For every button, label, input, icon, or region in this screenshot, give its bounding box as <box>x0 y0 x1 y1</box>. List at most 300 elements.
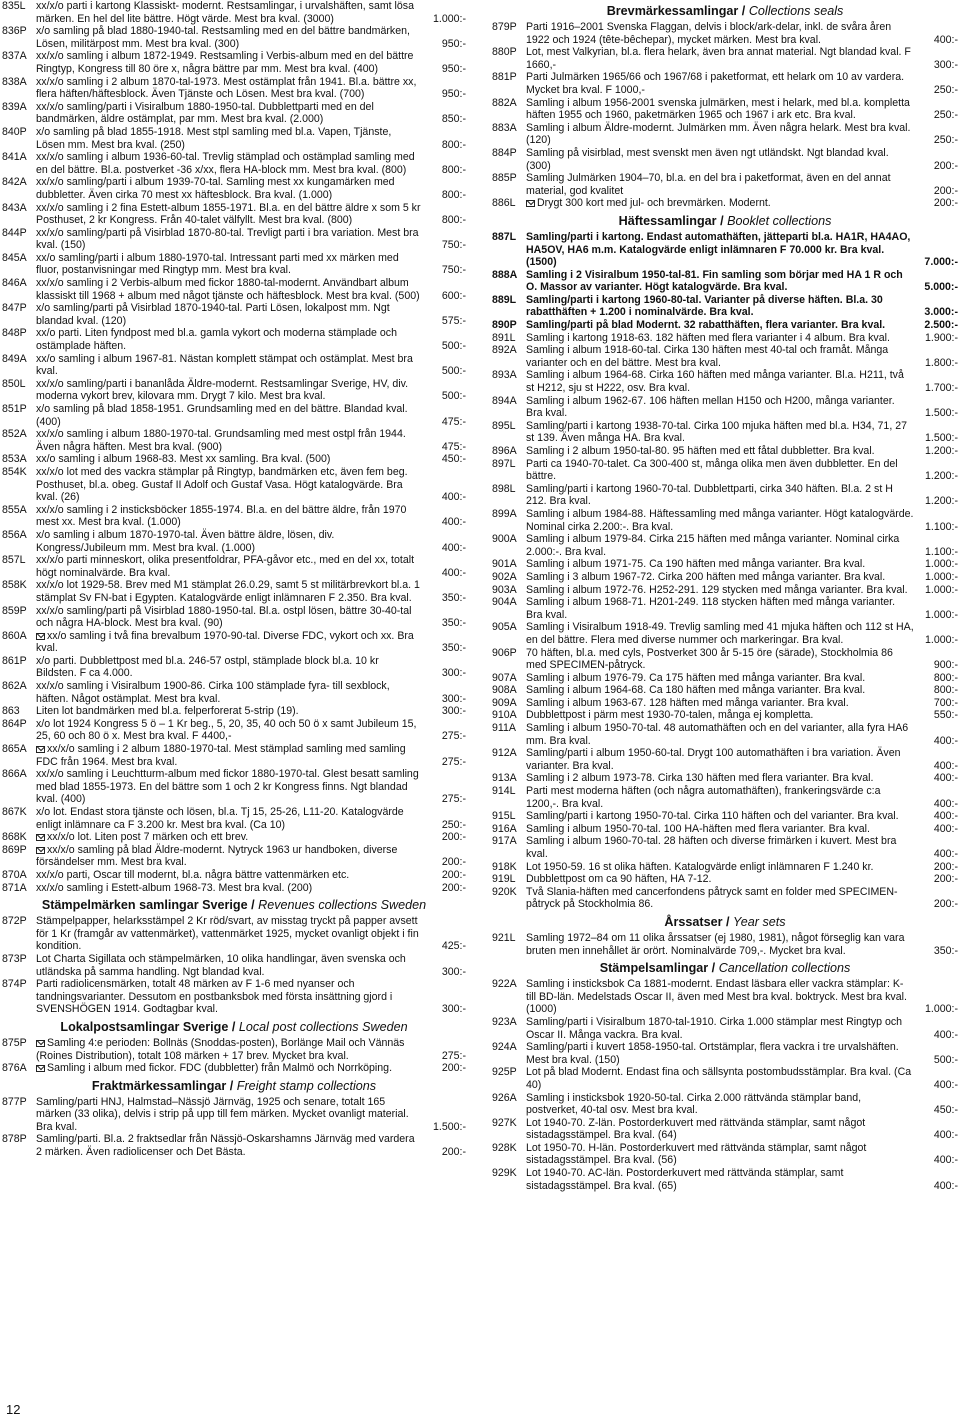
lot-price: 300:- <box>441 965 466 978</box>
lot-price: 250:- <box>933 109 958 122</box>
lot-number: 878P <box>2 1133 27 1146</box>
lot-row <box>492 932 958 957</box>
lot-description: xx/x/o samling i Leuchtturm-album med fickor 1880-1970-tal. Glest besatt samling med blad 1855-1973. En del bättre som 1 och 2 kr Kongress finns. Ngt blandad kval. (400) <box>36 768 419 806</box>
lot-number: 904A <box>492 596 517 609</box>
lot-number: 845A <box>2 251 27 264</box>
lot-number: 919L <box>492 873 516 886</box>
lot-description: Samling i album 1976-79. Ca 175 häften med många varianter. Bra kval. <box>526 671 866 684</box>
lot-number: 911A <box>492 722 516 735</box>
lot-description: Samling i 2 album 1973-78. Cirka 130 häften med flera varianter. Bra kval. <box>526 772 874 785</box>
lot-row <box>492 1167 958 1192</box>
lot-number: 918K <box>492 860 517 873</box>
lot-row <box>2 1133 466 1158</box>
lot-description: Lot Charta Sigillata och stämpelmärken, 10 olika handlingar, även svenska och utländska på samma handling. Ngt blandad kval. <box>36 952 406 978</box>
lot-price: 275:- <box>441 755 466 768</box>
lot-description: Samling i album 1984-88. Häftessamling med många varianter. Högt katalogvärde. Nominal cirka 2.200:-. Bra kval. <box>526 507 914 533</box>
lot-price: 800:- <box>441 188 466 201</box>
lot-number: 852A <box>2 428 27 441</box>
lot-description: Samling/parti. Bl.a. 2 fraktsedlar från Nässjö-Oskarshamns Järnväg med vardera 2 märken. Även radiolicenser och Det Bästa. <box>36 1133 415 1159</box>
lot-number: 893A <box>492 369 517 382</box>
lot-description: Samling i album 1962-67. 106 häften mellan H150 och H200, många varianter. Bra kval. <box>526 394 895 420</box>
lot-number: 865A <box>2 743 27 756</box>
lot-description: Samling i 3 album 1967-72. Cirka 200 häften med många varianter. Bra kval. <box>526 570 886 583</box>
lot-description: xx/x/o samling i album 1872-1949. Restsamling i Verbis-album med en del bättre Ringtyp, Kongress till 80 öre x, några bättre par mm. Mest bra kval. (400) <box>36 50 414 75</box>
lot-number: 883A <box>492 121 517 134</box>
lot-description: xx/x/o parti, Oscar till modernt, bl.a. några bättre vattenmärken etc. <box>36 868 350 881</box>
lot-price: 400:- <box>933 1129 958 1142</box>
envelope-icon <box>526 200 535 207</box>
lot-price: 600:- <box>441 289 466 302</box>
lot-number: 866A <box>2 768 27 781</box>
lot-number: 896A <box>492 445 517 457</box>
lot-number: 854K <box>2 465 27 478</box>
lot-description: xx/x/o samling i 2 Verbis-album med fickor 1880-tal-modernt. Användbart album klassiskt till 1968 + album med något tjänste och häftesblock. Mest bra kval. (500) <box>36 277 420 302</box>
lot-price: 400:- <box>933 772 958 785</box>
lot-row <box>2 978 466 1016</box>
lot-row <box>2 718 466 743</box>
lot-description: Samling/parti i Visiralbum 1870-tal-1910. Cirka 1.000 stämplar mest Ringtyp och Oscar II. Många vackra. Bra kval. <box>526 1015 903 1041</box>
lot-description: xx/o samling i två fina brevalbum 1970-90-tal. Diverse FDC, vykort och xx. Bra kval. <box>36 629 414 655</box>
lot-description: Samling i album 1960-70-tal. 28 häften och diverse frimärken i kuvert. Mest bra kval. <box>526 835 897 860</box>
lot-price: 1.000:- <box>925 570 958 583</box>
lot-description: xx/x/o samling i Visiralbum 1900-86. Cirka 100 stämplade fyra- till sexblock, häften. Något ostämplat. Mest bra kval. <box>36 680 390 705</box>
lot-row <box>2 403 466 428</box>
lot-row <box>2 504 466 529</box>
section-title-english: Freight stamp collections <box>236 1078 377 1093</box>
lot-row <box>492 172 958 197</box>
lot-row <box>492 835 958 860</box>
lot-description: Samling i 2 album 1950-tal-80. 95 häften med ett fåtal dubbletter. Bra kval. <box>526 445 875 457</box>
lot-number: 907A <box>492 671 517 684</box>
lot-number: 853A <box>2 453 27 466</box>
lot-row <box>492 571 958 584</box>
lot-row <box>2 743 466 768</box>
lot-row <box>2 176 466 201</box>
section-heading: Årssatser / Year sets <box>664 914 786 929</box>
lot-number: 856A <box>2 528 27 541</box>
lot-number: 885P <box>492 172 517 185</box>
lot-price: 400:- <box>933 1154 958 1167</box>
lot-description: Parti ca 1940-70-talet. Ca 300-400 st, många olika men även dubbletter. En del bättre. <box>526 457 898 483</box>
lot-number: 894A <box>492 394 517 407</box>
lot-row <box>2 126 466 151</box>
lot-price: 400:- <box>933 33 958 46</box>
lot-row <box>2 680 466 705</box>
lot-price: 1.200:- <box>925 445 958 457</box>
lot-row <box>2 605 466 630</box>
lot-row <box>492 395 958 420</box>
lot-number: 879P <box>492 21 517 33</box>
lot-description: x/o lot 1924 Kongress 5 ö – 1 Kr beg., 5, 20, 35, 40 och 50 ö x samt Jubileum 15, 25, 60 och 80 ö x. Mest bra kval. F 4400,- <box>36 717 417 743</box>
lot-description: xx/x/o samling/parti på Visirblad 1880-1950-tal. Bl.a. ostpl lösen, bättre 30-40-tal och några HA-block. Mest bra kval. (90) <box>36 604 412 630</box>
lot-number: 835L <box>2 0 26 12</box>
lot-price: 400:- <box>933 734 958 747</box>
lot-row <box>2 76 466 101</box>
lot-row <box>2 705 466 718</box>
lot-price: 500:- <box>933 1053 958 1066</box>
lot-row <box>492 1117 958 1142</box>
lot-number: 882A <box>492 96 517 109</box>
lot-number: 850L <box>2 377 26 390</box>
section-title-english: Booklet collections <box>727 213 832 228</box>
lot-row <box>492 709 958 722</box>
lot-price: 200:- <box>441 1146 466 1159</box>
lot-number: 902A <box>492 570 517 583</box>
lot-number: 922A <box>492 978 517 991</box>
lot-row <box>2 50 466 75</box>
lot-description: xx/o samling/parti i album 1880-1970-tal. Intressant parti med xx märken med fluor, postanvisningar med Ringtyp mm. Mest bra kval. <box>36 251 399 277</box>
lot-description: Samling i album 1956-2001 svenska julmärken, mest i helark, med bl.a. kompletta häften 1955 och 1960, paketmärken 1965 och 1967 i ark etc. Bra kval. <box>526 96 910 122</box>
lot-row <box>492 71 958 96</box>
envelope-icon <box>36 1065 45 1072</box>
lot-description: Liten lot bandmärken med bl.a. felperforerat 5-strip (19). <box>36 705 299 718</box>
lot-row <box>492 458 958 483</box>
section-heading: Lokalpostsamlingar Sverige / Local post collections Sweden <box>60 1019 408 1034</box>
lot-description: Samling i album 1964-68. Cirka 160 häften med många varianter. Bl.a. H211, två st H212, sju st H222, osv. Bra kval. <box>526 369 904 395</box>
lot-row <box>492 1016 958 1041</box>
lot-row <box>2 252 466 277</box>
lot-row <box>492 197 958 210</box>
lot-description: xx/x/o samling på blad Äldre-modernt. Nytryck 1963 ur handboken, diverse försändelser mm. Mest bra kval. <box>36 843 398 869</box>
lot-description: Samling i insticksbok 1920-50-tal. Cirka 2.000 rättvända stämplar band, postverket, 40-tal osv. Mest bra kval. <box>526 1091 862 1117</box>
lot-price: 275:- <box>441 793 466 806</box>
lot-price: 400:- <box>933 810 958 823</box>
lot-price: 575:- <box>441 314 466 327</box>
lot-number: 861P <box>2 654 27 667</box>
lot-price: 475:- <box>441 415 466 428</box>
lot-description: x/o samling på blad 1880-1940-tal. Restsamling med en del bättre bandmärken, Lösen, militärpost mm. Mest bra kval. (300) <box>36 25 410 50</box>
lot-number: 839A <box>2 100 27 113</box>
lot-description: xx/x/o samling/parti i album 1939-70-tal. Samling mest xx kungamärken med dubbletter. Även cirka 70 mest xx häftesblock. Bra kval. (1.000) <box>36 176 395 201</box>
lot-row <box>492 621 958 646</box>
lot-row <box>2 953 466 978</box>
envelope-icon <box>36 1040 45 1047</box>
lot-row <box>492 294 958 319</box>
lot-number: 903A <box>492 583 517 596</box>
lot-description: xx/x/o samling/parti i Visiralbum 1880-1950-tal. Dubblettparti med en del bandmärken, äldre ostämplat, par mm. Mest bra kval. (2.000) <box>36 100 374 126</box>
lot-number: 927K <box>492 1116 517 1129</box>
lot-price: 350:- <box>441 591 466 604</box>
left-column <box>2 0 466 1159</box>
lot-price: 1.100:- <box>925 520 958 533</box>
lot-row <box>492 97 958 122</box>
section-title: Stämpelsamlingar <box>599 961 709 976</box>
lot-description: xx/o parti. Liten fyndpost med bl.a. gamla vykort och moderna stämplade och ostämplade häften. <box>36 327 397 353</box>
lot-number: 858K <box>2 579 27 592</box>
lot-description: Samling/parti i kartong 1960-70-tal. Dubblettparti, cirka 340 häften. Bl.a. 2 st H 212. Bra kval. <box>526 482 893 508</box>
lot-price: 500:- <box>441 365 466 378</box>
lot-price: 700:- <box>933 696 958 709</box>
lot-row <box>492 369 958 394</box>
lot-price: 350:- <box>441 617 466 630</box>
lot-price: 1.500:- <box>925 432 958 445</box>
lot-price: 200:- <box>441 831 466 844</box>
lot-number: 897L <box>492 457 516 470</box>
lot-row <box>2 1096 466 1134</box>
lot-description: Lot 1940-70. Z-län. Postorderkuvert med rättvända stämplar, samt något sistadagsstämpel. Bra kval. (64) <box>526 1116 866 1142</box>
section-title: Häftessamlingar <box>618 213 717 228</box>
lot-price: 5.000:- <box>924 281 958 294</box>
lot-description: Lot 1950-70. H-län. Postorderkuvert med rättvända stämplar, samt något sistadagsstämpel. Bra kval. (56) <box>526 1141 867 1167</box>
lot-price: 200:- <box>933 860 958 873</box>
lot-price: 400:- <box>933 848 958 860</box>
lot-price: 200:- <box>933 159 958 172</box>
lot-price: 500:- <box>441 340 466 353</box>
lot-number: 862A <box>2 680 27 693</box>
lot-number: 920K <box>492 885 517 898</box>
lot-number: 873P <box>2 952 27 965</box>
lot-description: Samling/parti i kuvert 1858-1950-tal. Ortstämplar, flera vackra i tre urvalshäften. Mest bra kval. (150) <box>526 1041 899 1066</box>
lot-description: xx/x/o parti i kartong Klassiskt- modernt. Restsamlingar, i urvalshäften, samt lösa märken. En hel del lite bättre. Högt värde. Mest bra kval. (3000) <box>36 0 414 25</box>
lot-row <box>2 327 466 352</box>
section-heading: Stämpelsamlingar / Cancellation collections <box>599 961 851 976</box>
lot-description: Samling/parti HNJ, Halmstad–Nässjö Järnväg, 1925 och senare, totalt 165 märken (33 olika), delvis i strip på upp till fem märken. Mycket ovanligt material. Bra kval. <box>36 1095 409 1133</box>
lot-description: Samling i insticksbok Ca 1881-modernt. Endast läsbara eller vackra stämplar: K- till BD-län. Medelstads Oscar II, även med Mest bra kval. boktryck. Mest bra kval. (1000) <box>526 978 907 1016</box>
lot-number: 906P <box>492 646 517 659</box>
envelope-icon <box>36 746 45 753</box>
lot-number: 874P <box>2 978 27 991</box>
lot-number: 916A <box>492 822 517 835</box>
lot-description: x/o parti. Dubblettpost med bl.a. 246-57 ostpl, stämplade block bl.a. 10 kr Bildsten. F ca 4.000. <box>36 654 379 680</box>
lot-price: 200:- <box>441 868 466 881</box>
lot-number: 913A <box>492 772 517 785</box>
lot-number: 877P <box>2 1095 27 1108</box>
lot-price: 1.200:- <box>925 470 958 483</box>
lot-number: 923A <box>492 1015 517 1028</box>
lot-number: 868K <box>2 831 27 844</box>
lot-description: Samling i album 1968-71. H201-249. 118 stycken häften med många varianter. Bra kval. <box>526 596 896 621</box>
lot-price: 300:- <box>441 1003 466 1016</box>
lot-number: 886L <box>492 197 516 210</box>
lot-price: 950:- <box>441 37 466 50</box>
lot-description: xx/o samling i album 1967-81. Nästan komplett stämpat och ostämplat. Mest bra kval. <box>36 352 413 378</box>
lot-description: Samling i album 1979-84. Cirka 215 häften med många varianter. Nominal cirka 2.000:-. Bra kval. <box>526 533 900 558</box>
lot-description: Samling/parti i kartong 1938-70-tal. Cirka 100 mjuka häften med bl.a. H34, 71, 27 st 139. Även många HA. Bra kval. <box>526 419 907 445</box>
lot-description: Samling i album med fickor. FDC (dubbletter) från Malmö och Norrköping. <box>36 1062 422 1075</box>
lot-number: 924A <box>492 1041 517 1054</box>
lot-number: 889L <box>492 293 517 306</box>
lot-row <box>492 269 958 294</box>
lot-number: 888A <box>492 268 518 281</box>
lot-price: 400:- <box>933 822 958 835</box>
lot-price: 800:- <box>441 163 466 176</box>
lot-row <box>492 147 958 172</box>
lot-row <box>492 21 958 46</box>
lot-description: Samling 1972–84 om 11 olika årssatser (ej 1980, 1981), något förseglig kan vara bruten men innehållet är orört. Nominalvärde 709,-. Mycket bra kval. <box>526 931 905 957</box>
lot-description: xx/x/o samling i album 1936-60-tal. Trevlig stämplad och ostämplad samling med en del bättre. Bl.a. postverket -36 x/xx, flera HA-block mm. Mest bra kval. (800) <box>36 151 415 176</box>
lot-price: 200:- <box>933 898 958 911</box>
lot-price: 400:- <box>933 797 958 810</box>
lot-row <box>2 378 466 403</box>
lot-row <box>2 806 466 831</box>
lot-price: 400:- <box>933 759 958 772</box>
section-title: Årssatser <box>664 914 723 929</box>
lot-row <box>2 869 466 882</box>
lot-description: xx/x/o parti minneskort, olika presentfoldrar, PFA-gåvor etc., med en del xx, totalt högt nominalvärde. Bra kval. <box>36 554 415 579</box>
lot-row <box>492 772 958 785</box>
lot-row <box>492 332 958 345</box>
lot-description: x/o samling på blad 1858-1951. Grundsamling med en del bättre. Blandad kval. (400) <box>36 403 408 428</box>
lot-price: 500:- <box>441 390 466 403</box>
lot-row <box>492 231 958 269</box>
lot-number: 925P <box>492 1066 517 1079</box>
lot-row <box>492 1092 958 1117</box>
lot-number: 843A <box>2 201 27 214</box>
lot-row <box>2 101 466 126</box>
lot-row <box>492 1142 958 1167</box>
lot-price: 200:- <box>933 184 958 197</box>
lot-price: 300:- <box>441 692 466 705</box>
section-title-english: Revenues collections Sweden <box>258 898 427 913</box>
lot-row <box>2 277 466 302</box>
lot-number: 905A <box>492 621 517 634</box>
lot-price: 950:- <box>441 88 466 101</box>
lot-row <box>492 861 958 874</box>
lot-description: x/o samling/parti på Visirblad 1870-1940-tal. Parti Lösen, lokalpost mm. Ngt blandad kval. (120) <box>36 302 390 327</box>
lot-number: 838A <box>2 75 27 88</box>
lot-row <box>2 25 466 50</box>
lot-price: 1.700:- <box>925 382 958 395</box>
lot-description: Samling/parti i kartong 1960-80-tal. Varianter på diverse häften. Bl.a. 30 rabatthäften + 1.200 i nominalvärde. Bra kval. <box>526 293 883 319</box>
section-title-english: Collections seals <box>748 4 844 18</box>
lot-price: 1.000:- <box>925 583 958 596</box>
lot-number: 844P <box>2 226 27 239</box>
lot-row <box>2 915 466 953</box>
lot-price: 450:- <box>933 1104 958 1117</box>
lot-price: 1.200:- <box>925 495 958 508</box>
lot-description: Lot på blad Modernt. Endast fina och sällsynta postombudsstämplar. Bra kval. (Ca 40) <box>526 1066 912 1091</box>
lot-row <box>2 1037 466 1062</box>
lot-description: Samling/parti i kartong 1950-70-tal. Cirka 110 häften och del varianter. Bra kval. <box>526 810 899 823</box>
lot-price: 7.000:- <box>924 256 958 269</box>
lot-row <box>492 46 958 71</box>
lot-row <box>492 319 958 332</box>
lot-price: 1.000:- <box>925 608 958 621</box>
lot-description: xx/x/o samling i 2 insticksböcker 1855-1974. Bl.a. en del bättre äldre, från 1970 mest xx. Mest bra kval. (1.000) <box>36 503 407 529</box>
lot-description: Samling i album 1963-67. 128 häften med många varianter. Bra kval. <box>526 696 849 709</box>
lot-price: 800:- <box>441 214 466 227</box>
lot-row <box>492 1066 958 1091</box>
lot-price: 275:- <box>441 730 466 743</box>
lot-row <box>2 202 466 227</box>
section-title-english: Cancellation collections <box>718 961 851 976</box>
lot-price: 250:- <box>933 83 958 96</box>
lot-price: 400:- <box>441 566 466 579</box>
lot-description: Samling Julmärken 1904–70, bl.a. en del bra i paketformat, även en del annat material, god kvalitet <box>526 172 891 197</box>
lot-number: 895L <box>492 419 516 432</box>
lot-row <box>492 420 958 445</box>
lot-number: 859P <box>2 604 27 617</box>
lot-row <box>492 785 958 810</box>
lot-row <box>492 344 958 369</box>
lot-price: 250:- <box>933 134 958 147</box>
lot-row <box>492 596 958 621</box>
lot-description: Parti mest moderna häften (och några automathäften), frankeringsvärde c:a 1200,-. Bra kval. <box>526 785 881 810</box>
lot-description: xx/x/o samling i 2 fina Estett-album 1855-1971. Bl.a. en del bättre äldre x som 5 kr Posthuset, 2 kr Kongress. Från 40-talet välfyllt. Mest bra kval. (800) <box>36 201 421 227</box>
lot-row <box>2 302 466 327</box>
lot-price: 1.500:- <box>433 1120 466 1133</box>
lot-number: 892A <box>492 344 517 357</box>
lot-row <box>492 722 958 747</box>
lot-description: Samling i album 1918-60-tal. Cirka 130 häften mest 40-tal och framåt. Många varianter och en del bättre. Mest bra kval. <box>526 344 889 369</box>
section-heading: Stämpelmärken samlingar Sverige / Revenues collections Sweden <box>41 898 427 913</box>
lot-description: Samling i Visiralbum 1918-49. Trevlig samling med 41 mjuka häften och 112 st HA, en del bättre. Flera med diverse nummer och markeringar. Bra kval. <box>526 621 914 646</box>
lot-description: Drygt 300 kort med jul- och brevmärken. Modernt. <box>526 197 914 210</box>
lot-row <box>2 428 466 453</box>
lot-number: 836P <box>2 25 27 38</box>
lot-price: 1.800:- <box>925 356 958 369</box>
envelope-icon <box>36 633 45 640</box>
lot-row <box>492 823 958 836</box>
lot-price: 450:- <box>441 453 466 466</box>
lot-description: Lot 1950-59. 16 st olika häften. Katalogvärde enligt inlämnaren F 1.240 kr. <box>526 860 874 873</box>
lot-row <box>492 873 958 886</box>
lot-price: 750:- <box>441 264 466 277</box>
lot-number: 926A <box>492 1091 517 1104</box>
lot-number: 909A <box>492 696 517 709</box>
lot-row <box>2 630 466 655</box>
lot-row <box>492 558 958 571</box>
lot-number: 857L <box>2 554 26 567</box>
lot-description: Dubblettpost i pärm mest 1930-70-talen, många ej kompletta. <box>526 709 814 722</box>
section-heading: Häftessamlingar / Booklet collections <box>618 213 832 228</box>
lot-description: x/o samling i album 1870-1970-tal. Även bättre äldre, lösen, div. Kongress/Jubileum mm. Mest bra kval. (1.000) <box>36 528 335 554</box>
lot-price: 1.000:- <box>925 633 958 646</box>
lot-price: 800:- <box>933 671 958 684</box>
lot-price: 300:- <box>441 705 466 718</box>
lot-price: 750:- <box>441 239 466 252</box>
lot-price: 350:- <box>441 642 466 655</box>
lot-description: 70 häften, bl.a. med cyls, Postverket 300 år 5-15 öre (särade), Stockholmia 86 med SPECIMEN-påtryck. <box>526 646 893 672</box>
lot-row <box>2 579 466 604</box>
lot-price: 400:- <box>441 491 466 504</box>
lot-description: Samling/parti i kartong. Endast automathäften, jätteparti bl.a. HA1R, HA4AO, HA5OV, HA6 m.m. Katalogvärde enligt inlämnaren F 70.000 kr. Bra kval. (1500) <box>526 230 911 269</box>
lot-description: xx/x/o samling/parti i bananlåda Äldre-modernt. Restsamlingar Sverige, HV, div. moderna vykort brev, kilovara mm. Drygt 7 kilo. Mest bra kval. <box>36 377 409 403</box>
lot-description: Lot, mest Valkyrian, bl.a. flera helark, även bra annat material. Ngt blandad kval. F 1660,- <box>526 46 911 71</box>
lot-number: 891L <box>492 331 516 344</box>
lot-number: 910A <box>492 709 517 722</box>
lot-number: 848P <box>2 327 27 340</box>
lot-row <box>2 529 466 554</box>
lot-price: 400:- <box>933 1179 958 1192</box>
lot-row <box>2 554 466 579</box>
lot-number: 870A <box>2 868 27 881</box>
lot-price: 200:- <box>933 197 958 210</box>
section-title-english: Year sets <box>733 914 786 929</box>
lot-number: 876A <box>2 1062 27 1075</box>
lot-row <box>2 882 466 895</box>
lot-description: Samling i album Äldre-modernt. Julmärken mm. Även några helark. Mest bra kval. (120) <box>526 121 911 147</box>
lot-description: Lot 1940-70. AC-län. Postorderkuvert med rättvända stämplar, samt sistadagsstämpel. Bra kval. (65) <box>526 1167 844 1192</box>
lot-description: Två Slania-häften med cancerfondens påtryck samt en folder med SPECIMEN-påtryck på Stockholmia 86. <box>526 885 898 911</box>
page-number: 12 <box>6 1402 21 1417</box>
lot-number: 867K <box>2 806 27 818</box>
lot-number: 864P <box>2 717 27 730</box>
lot-number: 898L <box>492 482 516 495</box>
lot-price: 1.000:- <box>433 12 466 25</box>
lot-price: 1.900:- <box>925 331 958 344</box>
lot-number: 890P <box>492 319 517 332</box>
lot-number: 929K <box>492 1167 517 1180</box>
lot-price: 200:- <box>933 873 958 886</box>
lot-number: 880P <box>492 46 517 59</box>
lot-description: xx/x/o lot med des vackra stämplar på Ringtyp, bandmärken etc, även fem beg. Posthuset, bl.a. obeg. Gustaf II Adolf och Gustaf Vasa. Högt katalogvärde. Bra kval. (26) <box>36 465 408 504</box>
lot-number: 863 <box>2 705 20 718</box>
lot-number: 860A <box>2 629 27 642</box>
lot-number: 872P <box>2 915 27 928</box>
lot-description: Samling i album 1971-75. Ca 190 häften med många varianter. Bra kval. <box>526 558 866 571</box>
lot-number: 869P <box>2 843 27 856</box>
